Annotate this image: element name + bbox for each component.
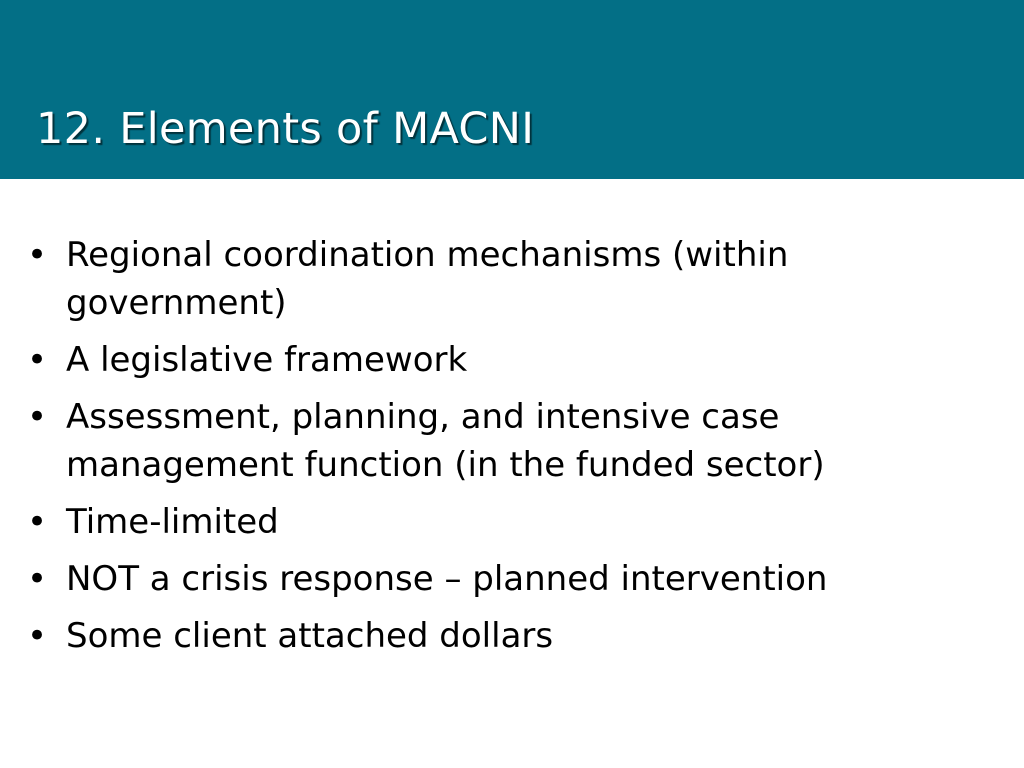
slide-title: 12. Elements of MACNI [36, 104, 535, 154]
title-band [0, 0, 1024, 179]
bullet-text: Regional coordination mechanisms (within government) [66, 235, 789, 323]
bullet-item [27, 612, 987, 660]
bullet-text: NOT a crisis response – planned intervention [66, 559, 828, 599]
bullet-item [27, 231, 987, 327]
bullet-item [27, 555, 987, 603]
bullet-dot-icon: • [27, 502, 48, 542]
bullet-item [27, 336, 987, 384]
bullet-dot-icon: • [27, 616, 48, 656]
bullet-list [27, 231, 987, 669]
bullet-text: A legislative framework [66, 340, 468, 380]
bullet-text: Time-limited [66, 502, 279, 542]
bullet-dot-icon: • [27, 559, 48, 599]
bullet-item [27, 393, 987, 489]
bullet-dot-icon: • [27, 340, 48, 380]
bullet-text: Some client attached dollars [66, 616, 554, 656]
bullet-item [27, 498, 987, 546]
bullet-dot-icon: • [27, 397, 48, 437]
bullet-dot-icon: • [27, 235, 48, 275]
bullet-text: Assessment, planning, and intensive case management function (in the funded sector) [66, 397, 825, 485]
